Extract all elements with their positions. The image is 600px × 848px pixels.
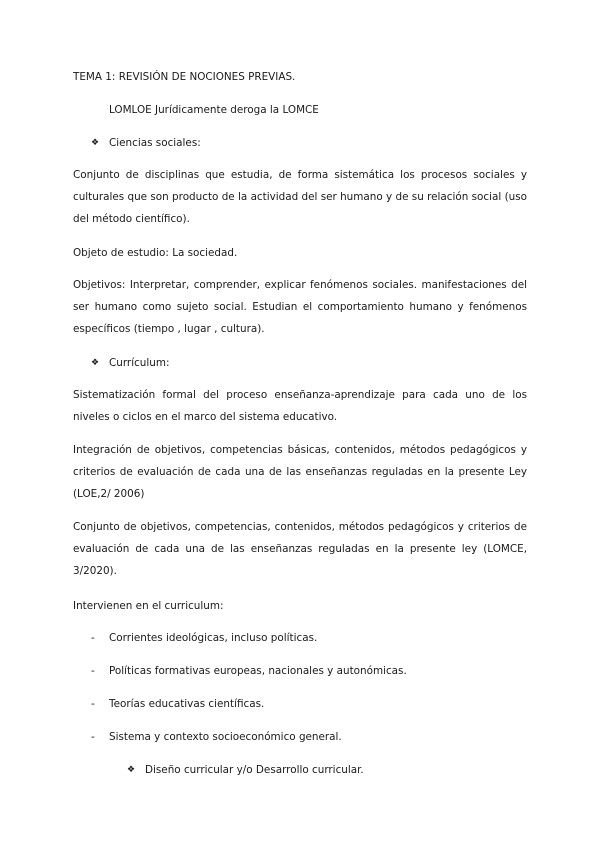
diamond-bullet-icon: ❖ — [91, 358, 100, 368]
list-item: Políticas formativas europeas, nacionales y autonómicas. — [109, 665, 407, 677]
dash-bullet-icon: - — [91, 698, 95, 710]
dash-bullet-icon: - — [91, 665, 95, 677]
paragraph-curriculum-1: Sistematización formal del proceso enseñanza-aprendizaje para cada uno de los niveles o ciclos en el marco del sistema educativo. — [73, 389, 527, 423]
paragraph-curriculum-3: Conjunto de objetivos, competencias, contenidos, métodos pedagógicos y criterios de evaluación de cada una de las enseñanzas reguladas en la presente ley (LOMCE, 3/2020). — [73, 521, 527, 577]
paragraph-curriculum-2: Integración de objetivos, competencias básicas, contenidos, métodos pedagógicos y criterios de evaluación de cada una de las enseñanzas reguladas en la presente Ley (LOE,2/ 2006) — [73, 444, 527, 500]
paragraph-objectives: Objetivos: Interpretar, comprender, explicar fenómenos sociales. manifestaciones del ser humano como sujeto social. Estudian el comportamiento humano y fenómenos específicos (tiempo , lugar , cultura). — [73, 279, 527, 335]
list-item: Corrientes ideológicas, incluso políticas. — [109, 632, 318, 644]
diamond-bullet-icon: ❖ — [127, 765, 136, 775]
section-heading-curriculum: Currículum: — [109, 357, 170, 369]
page-title: TEMA 1: REVISIÓN DE NOCIONES PREVIAS. — [73, 71, 296, 83]
section-heading-ciencias-sociales: Ciencias sociales: — [109, 137, 201, 149]
subheading-diseno-curricular: Diseño curricular y/o Desarrollo curricular. — [145, 764, 364, 776]
list-item: Sistema y contexto socioeconómico general. — [109, 731, 342, 743]
paragraph-definition: Conjunto de disciplinas que estudia, de forma sistemática los procesos sociales y culturales que son producto de la actividad del ser humano y de su relación social (uso del método científico). — [73, 169, 527, 225]
diamond-bullet-icon: ❖ — [91, 138, 100, 148]
dash-bullet-icon: - — [91, 632, 95, 644]
subtitle: LOMLOE Jurídicamente deroga la LOMCE — [109, 104, 319, 116]
list-item: Teorías educativas científicas. — [109, 698, 265, 710]
paragraph-intervienen: Intervienen en el curriculum: — [73, 600, 224, 612]
dash-bullet-icon: - — [91, 731, 95, 743]
paragraph-object: Objeto de estudio: La sociedad. — [73, 247, 238, 259]
